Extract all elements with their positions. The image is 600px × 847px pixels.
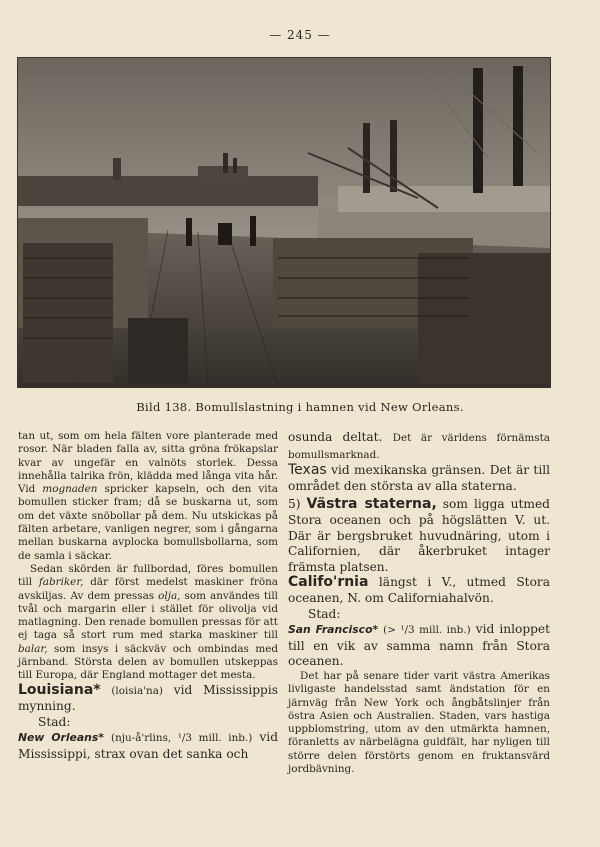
new-orleans-entry: New Orleans* (nju-å'rlins, ¹/3 mill. inb.) vid Mississippi, strax ovan det sanka och: [18, 730, 279, 762]
paragraph-2: Sedan skörden är fullbordad, föres bomullen till fabriker, där först medelst maskiner fröna avskiljas. Av dem pressas olja, som användes till tvål och margarin eller i stället för olivolja vid matlagning. Den renade bomullen pressas för att ej taga så stort rum med starka maskiner till balar, som insys i säckväv och ombindas med järnband. Största delen av bomullen utskeppas till Europa, där England mottager det mesta.: [18, 562, 279, 682]
right-column: [288, 430, 550, 776]
louisiana-heading: Louisiana*: [18, 681, 101, 698]
emphasis-balar: balar,: [18, 642, 48, 655]
section-title: Västra staterna,: [306, 496, 437, 513]
san-francisco-detail: Det har på senare tider varit västra Amerikas livligaste handelsstad samt ändstation för en järnväg från New York och ångbåtslinjer från östra Asien och Australien. Staden, vars hastiga uppblomstring, utom av den utmärkta hamnen, föranletts av närbelägna guldfält, har nyligen till större delen förstörts genom en fruktansvärd jordbävning.: [288, 669, 550, 775]
delta-line: osunda deltat. Det är världens förnämsta bomullsmarknad.: [288, 430, 550, 461]
new-orleans-heading: New Orleans*: [18, 731, 104, 745]
harbor-photo: [17, 57, 551, 388]
emphasis-fabriker: fabriker,: [38, 576, 84, 589]
emphasis-olja: olja,: [158, 589, 181, 602]
louisiana-entry: Louisiana* (loisia'na) vid Mississippis mynning.: [18, 681, 279, 714]
san-francisco-heading: San Francisco*: [288, 623, 379, 637]
figure-caption: [0, 400, 600, 414]
caption-text: Bomullslastning i hamnen vid New Orleans.: [195, 400, 464, 414]
stad-label-left: Stad:: [38, 714, 71, 729]
stad-label-right: Stad:: [308, 606, 341, 621]
california-heading: Califo'rnia: [288, 574, 369, 591]
section-western-states: 5) Västra staterna, som ligga utmed Stora oceanen och på högslätten V. ut. Där är bergsbruket huvudnäring, utom i Californien, där åkerbruket intager främsta platsen.: [288, 496, 550, 574]
section-number: 5): [288, 497, 301, 512]
san-francisco-entry: San Francisco* (> ¹/3 mill. inb.) vid inloppet till en vik av samma namn från Stora oceanen.: [288, 622, 551, 669]
paragraph-1: tan ut, som om hela fälten vore planterade med rosor. När bladen falla av, sitta gröna frökapslar kvar av ungefär en valnöts storlek. Dessa innehålla talrika frön, klädda med långa vita hår. Vid mognaden spricker kapseln, och den vita bomullen sticker fram; då se buskarna ut, som om det växte snöbollar på dem. Nu utskickas på fälten arbetare, vanligen negrer, som i gångarna mellan buskarna avplocka bomullsbollarna, som de samla i säckar.: [18, 430, 278, 562]
california-entry: Califo'rnia längst i V., utmed Stora oceanen, N. om Californiahalvön.: [288, 574, 551, 605]
page-number: — 245 —: [269, 28, 331, 42]
caption-prefix: Bild 138.: [136, 400, 192, 414]
texas-entry: Texas vid mexikanska gränsen. Det är till området den största av alla staterna.: [288, 462, 551, 493]
emphasis-mognaden: mognaden: [42, 483, 98, 496]
left-column: [18, 430, 278, 763]
texas-heading: Texas: [288, 462, 327, 479]
